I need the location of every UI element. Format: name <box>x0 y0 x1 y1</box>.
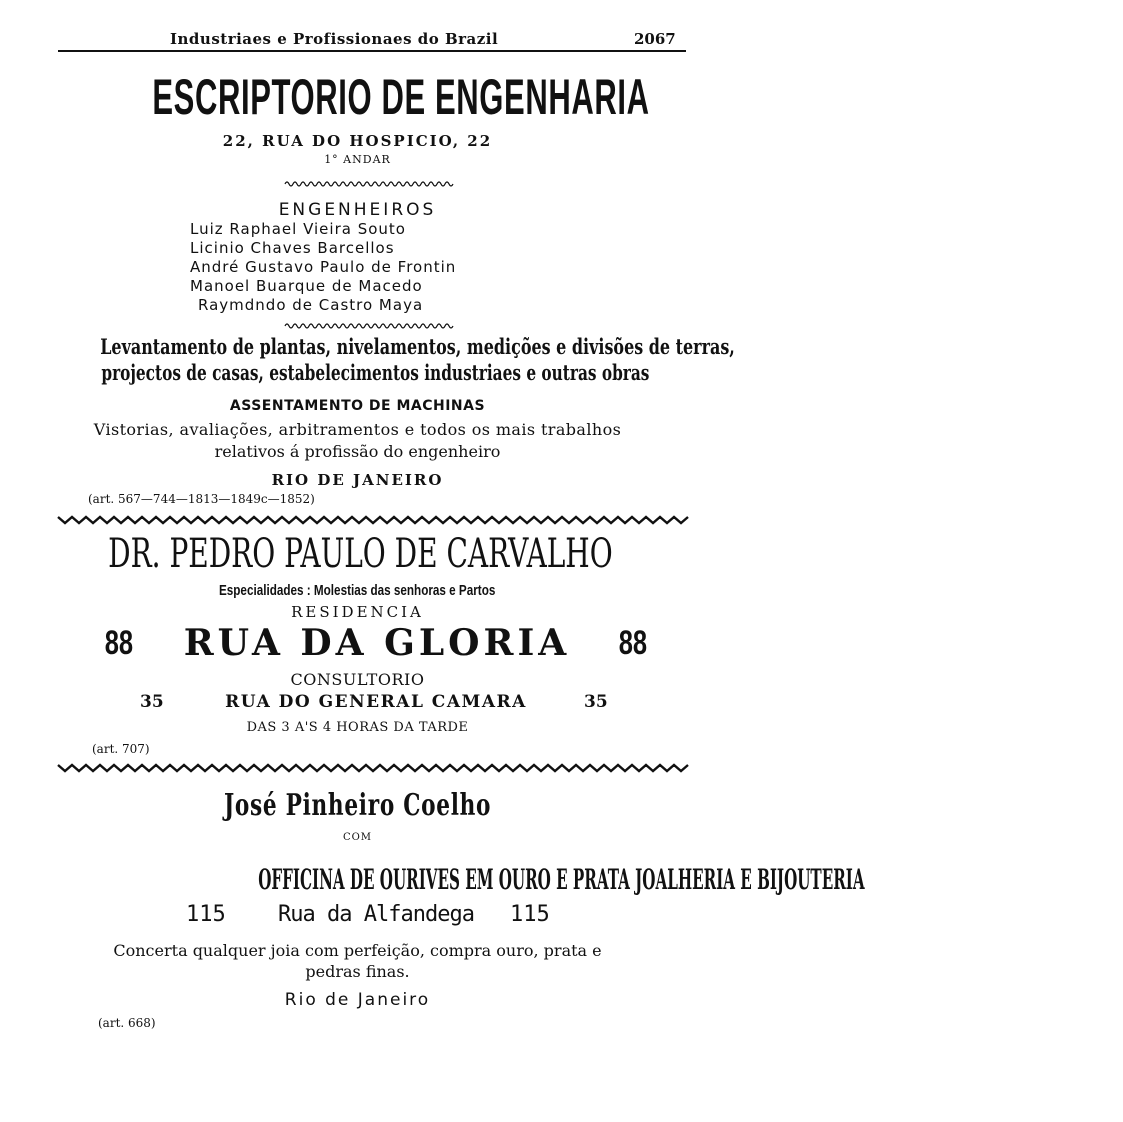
engineer-name: Luiz Raphael Vieira Souto <box>190 220 406 238</box>
doctor-specialties-row <box>0 580 715 600</box>
office-number-right: 35 <box>584 692 608 712</box>
services-line-2 <box>0 360 715 386</box>
office-number-left: 35 <box>140 692 164 712</box>
engineering-office-title: ESCRIPTORIO DE ENGENHARIA <box>152 69 650 125</box>
engineer-name: André Gustavo Paulo de Frontin <box>190 258 457 276</box>
residence-label: RESIDENCIA <box>291 603 424 621</box>
engineers-heading: ENGENHEIROS <box>278 200 437 220</box>
jeweler-with: COM <box>342 832 373 843</box>
residence-number-right: 88 <box>618 624 648 662</box>
residence-address <box>0 622 715 668</box>
jeweler-repair-line-2: pedras finas. <box>305 962 410 981</box>
office-hours: DAS 3 A'S 4 HORAS DA TARDE <box>246 720 469 735</box>
engineering-office-address: 22, RUA DO HOSPICIO, 22 <box>222 132 493 150</box>
engineers-list <box>190 220 590 315</box>
jeweler-number-left: 115 <box>186 902 226 927</box>
engineering-office-title-row <box>0 64 715 130</box>
office-label: CONSULTORIO <box>290 670 425 689</box>
office-address <box>0 692 715 718</box>
survey-line-2: relativos á profissão do engenheiro <box>214 442 501 461</box>
jeweler-name-row <box>0 786 715 826</box>
jeweler-name: José Pinheiro Coelho <box>223 788 492 823</box>
doctor-name-row <box>0 530 715 578</box>
section-divider-wavy <box>58 762 688 774</box>
jeweler-street: Rua da Alfandega <box>278 902 474 927</box>
jeweler-business: OFFICINA DE OURIVES EM OURO E PRATA JOALHERIA E BIJOUTERIA <box>258 863 865 896</box>
header-rule <box>58 50 686 52</box>
engineer-name: Raymdndo de Castro Maya <box>198 296 424 314</box>
doctor-name: DR. PEDRO PAULO DE CARVALHO <box>108 531 613 577</box>
doctor-specialties: Especialidades : Molestias das senhoras e Partos <box>219 582 496 599</box>
jeweler-number-right: 115 <box>510 902 550 927</box>
section-divider-wavy <box>58 514 688 526</box>
decorative-wavy-rule <box>285 322 455 330</box>
services-text-1: Levantamento de plantas, nivelamentos, medições e divisões de terras, <box>100 334 735 359</box>
jeweler-city: Rio de Janeiro <box>284 990 431 1010</box>
residence-number-left: 88 <box>104 624 134 662</box>
engineer-name: Licinio Chaves Barcellos <box>190 239 395 257</box>
page-number: 2067 <box>634 30 676 48</box>
engineering-office-ref: (art. 567—744—1813—1849c—1852) <box>88 492 315 506</box>
jeweler-repair-line-1: Concerta qualquer joia com perfeição, compra ouro, prata e <box>113 941 602 960</box>
services-line-1 <box>0 334 735 360</box>
office-street: RUA DO GENERAL CAMARA <box>225 692 527 712</box>
engineer-name: Manoel Buarque de Macedo <box>190 277 423 295</box>
jeweler-business-row <box>0 860 865 900</box>
jeweler-address <box>0 902 715 932</box>
residence-street: RUA DA GLORIA <box>183 622 571 664</box>
running-head-title: Industriaes e Profissionaes do Brazil <box>170 30 499 48</box>
doctor-ref: (art. 707) <box>92 742 150 756</box>
jeweler-ref: (art. 668) <box>98 1016 156 1030</box>
decorative-wavy-rule <box>285 180 455 188</box>
engineering-office-floor: 1° ANDAR <box>324 153 391 166</box>
survey-line-1: Vistorias, avaliações, arbitramentos e todos os mais trabalhos <box>93 420 622 439</box>
services-text-2: projectos de casas, estabelecimentos industriaes e outras obras <box>101 360 650 385</box>
engineering-office-city: RIO DE JANEIRO <box>271 471 444 489</box>
machines-line: ASSENTAMENTO DE MACHINAS <box>229 398 486 414</box>
